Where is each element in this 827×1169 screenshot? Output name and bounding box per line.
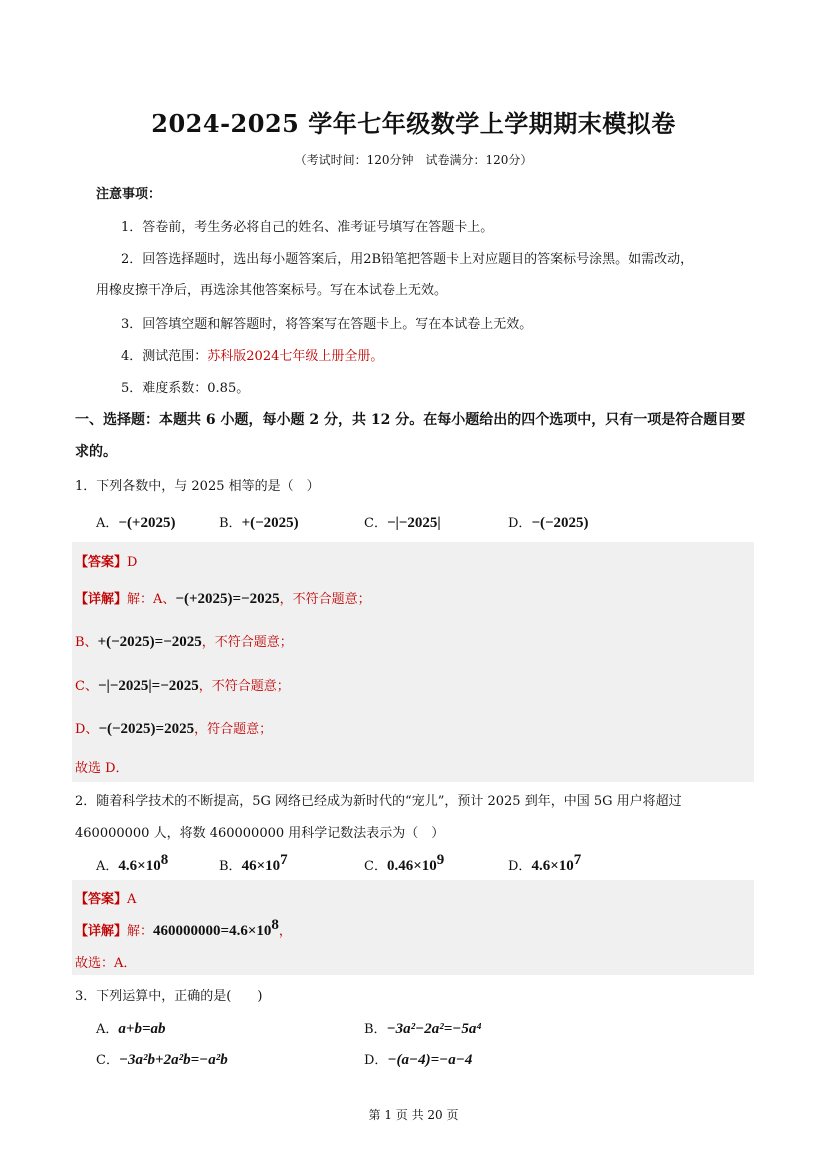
note-item-2: 2．回答选择题时，选出每小题答案后，用2B铅笔把答题卡上对应题目的答案标号涂黑。如需改动， [121,252,694,267]
option-label: C． [364,516,387,531]
option-label: A． [96,859,119,874]
q2-detail [75,917,292,940]
answer-value: D [127,555,138,570]
q2-conclusion: 故选：A． [75,956,137,971]
detail-expression: −(−2025)=2025 [98,721,195,737]
note-item-2-cont: 用橡皮擦干净后，再选涂其他答案标号。写在本试卷上无效。 [96,283,448,298]
notes-heading: 注意事项： [96,187,162,202]
detail-verdict: ，符合题意； [194,722,273,737]
option-expression: +(−2025) [241,515,299,531]
question-2-option-c [364,852,445,875]
note-item-4 [121,345,383,364]
option-label: C． [96,1053,119,1068]
option-expression: 4.6×10 [531,858,574,874]
question-3-option-c [96,1049,228,1069]
exam-info: （考试时间：120分钟 试卷满分：120分） [294,153,533,167]
detail-expression: 460000000=4.6×10 [153,923,272,939]
test-range: 苏科版2024七年级上册全册。 [207,349,384,364]
page-title: 2024-2025 学年七年级数学上学期期末模拟卷 [151,109,676,138]
detail-expression: −|−2025|=−2025 [97,678,199,694]
detail-expression: −(+2025)=−2025 [175,591,280,607]
question-2-stem: 2．随着科学技术的不断提高，5G 网络已经成为新时代的“宠儿”，预计 2025 到年，中国 5G 用户将超过 [75,794,682,809]
detail-lead: 解： [127,924,154,939]
q2-answer [75,888,136,907]
answer-box-q1 [72,542,754,782]
note-item-4-prefix: 4．测试范围： [121,349,208,364]
detail-lead: 解：A、 [127,592,176,607]
question-2-option-d [508,852,582,875]
q1-detail-b [75,631,293,651]
option-label: A． [96,1022,119,1037]
question-3-option-b [364,1018,482,1038]
option-exponent: 7 [280,852,288,868]
answer-value: A [127,892,137,907]
option-expression: 46×10 [241,858,281,874]
option-label: D． [364,1053,388,1068]
q1-conclusion: 故选 D． [75,761,129,776]
option-label: D． [508,859,532,874]
option-label: A． [96,516,119,531]
detail-verdict: ，不符合题意； [198,679,290,694]
detail-verdict: ，不符合题意； [201,635,293,650]
detail-exponent: 8 [271,917,279,933]
answer-tag: 【答案】 [75,555,128,570]
question-1-option-d [508,512,589,532]
note-item-1: 1．答卷前，考生务必将自己的姓名、准考证号填写在答题卡上。 [121,220,494,235]
option-label: B． [219,516,242,531]
q1-detail-d [75,718,272,738]
question-2-stem-cont: 460000000 人，将数 460000000 用科学记数法表示为（ ） [75,826,445,841]
question-3-option-a [96,1018,166,1038]
answer-tag: 【答案】 [75,892,128,907]
option-expression: −3a²b+2a²b=−a²b [118,1052,228,1068]
option-expression: 0.46×10 [386,858,437,874]
note-item-3: 3．回答填空题和解答题时，将答案写在答题卡上。写在本试卷上无效。 [121,317,533,332]
question-1-option-c [364,512,441,532]
detail-lead: B、 [75,635,98,650]
detail-lead: D、 [75,722,99,737]
page-number: 第 1 页 共 20 页 [368,1108,459,1122]
section-heading-cont: 求的。 [75,444,117,460]
option-exponent: 7 [573,852,582,868]
option-expression: −(+2025) [118,515,176,531]
option-label: B． [219,859,242,874]
detail-tag: 【详解】 [75,592,128,607]
option-label: D． [508,516,532,531]
section-heading: 一、选择题：本题共 6 小题，每小题 2 分，共 12 分。在每小题给出的四个选项中，只有一项是符合题目要 [75,412,746,428]
q1-answer [75,551,137,570]
question-3-option-d [364,1049,472,1069]
detail-verdict: ，不符合题意； [279,592,371,607]
detail-tail: ， [278,924,292,939]
option-label: C． [364,859,387,874]
question-1-stem: 1．下列各数中，与 2025 相等的是（ ） [75,479,320,494]
q1-detail-c [75,675,290,695]
question-1-option-a [96,512,175,532]
detail-lead: C、 [75,679,98,694]
question-1-option-b [219,512,299,532]
note-item-5: 5．难度系数：0.85。 [121,381,250,396]
option-expression: −(−2025) [531,515,589,531]
question-2-option-a [96,852,169,875]
option-exponent: 9 [436,852,445,868]
option-label: B． [364,1022,387,1037]
option-expression: −(a−4)=−a−4 [387,1052,473,1068]
question-3-stem: 3．下列运算中，正确的是( ) [75,989,263,1004]
detail-expression: +(−2025)=−2025 [97,634,202,650]
option-expression: −3a²−2a²=−5a⁴ [386,1021,482,1037]
option-expression: −|−2025| [386,515,441,531]
option-expression: a+b=ab [118,1021,166,1037]
option-exponent: 8 [160,852,169,868]
option-expression: 4.6×10 [118,858,161,874]
q1-detail-a [75,588,371,608]
question-2-option-b [219,852,288,875]
detail-tag: 【详解】 [75,924,128,939]
